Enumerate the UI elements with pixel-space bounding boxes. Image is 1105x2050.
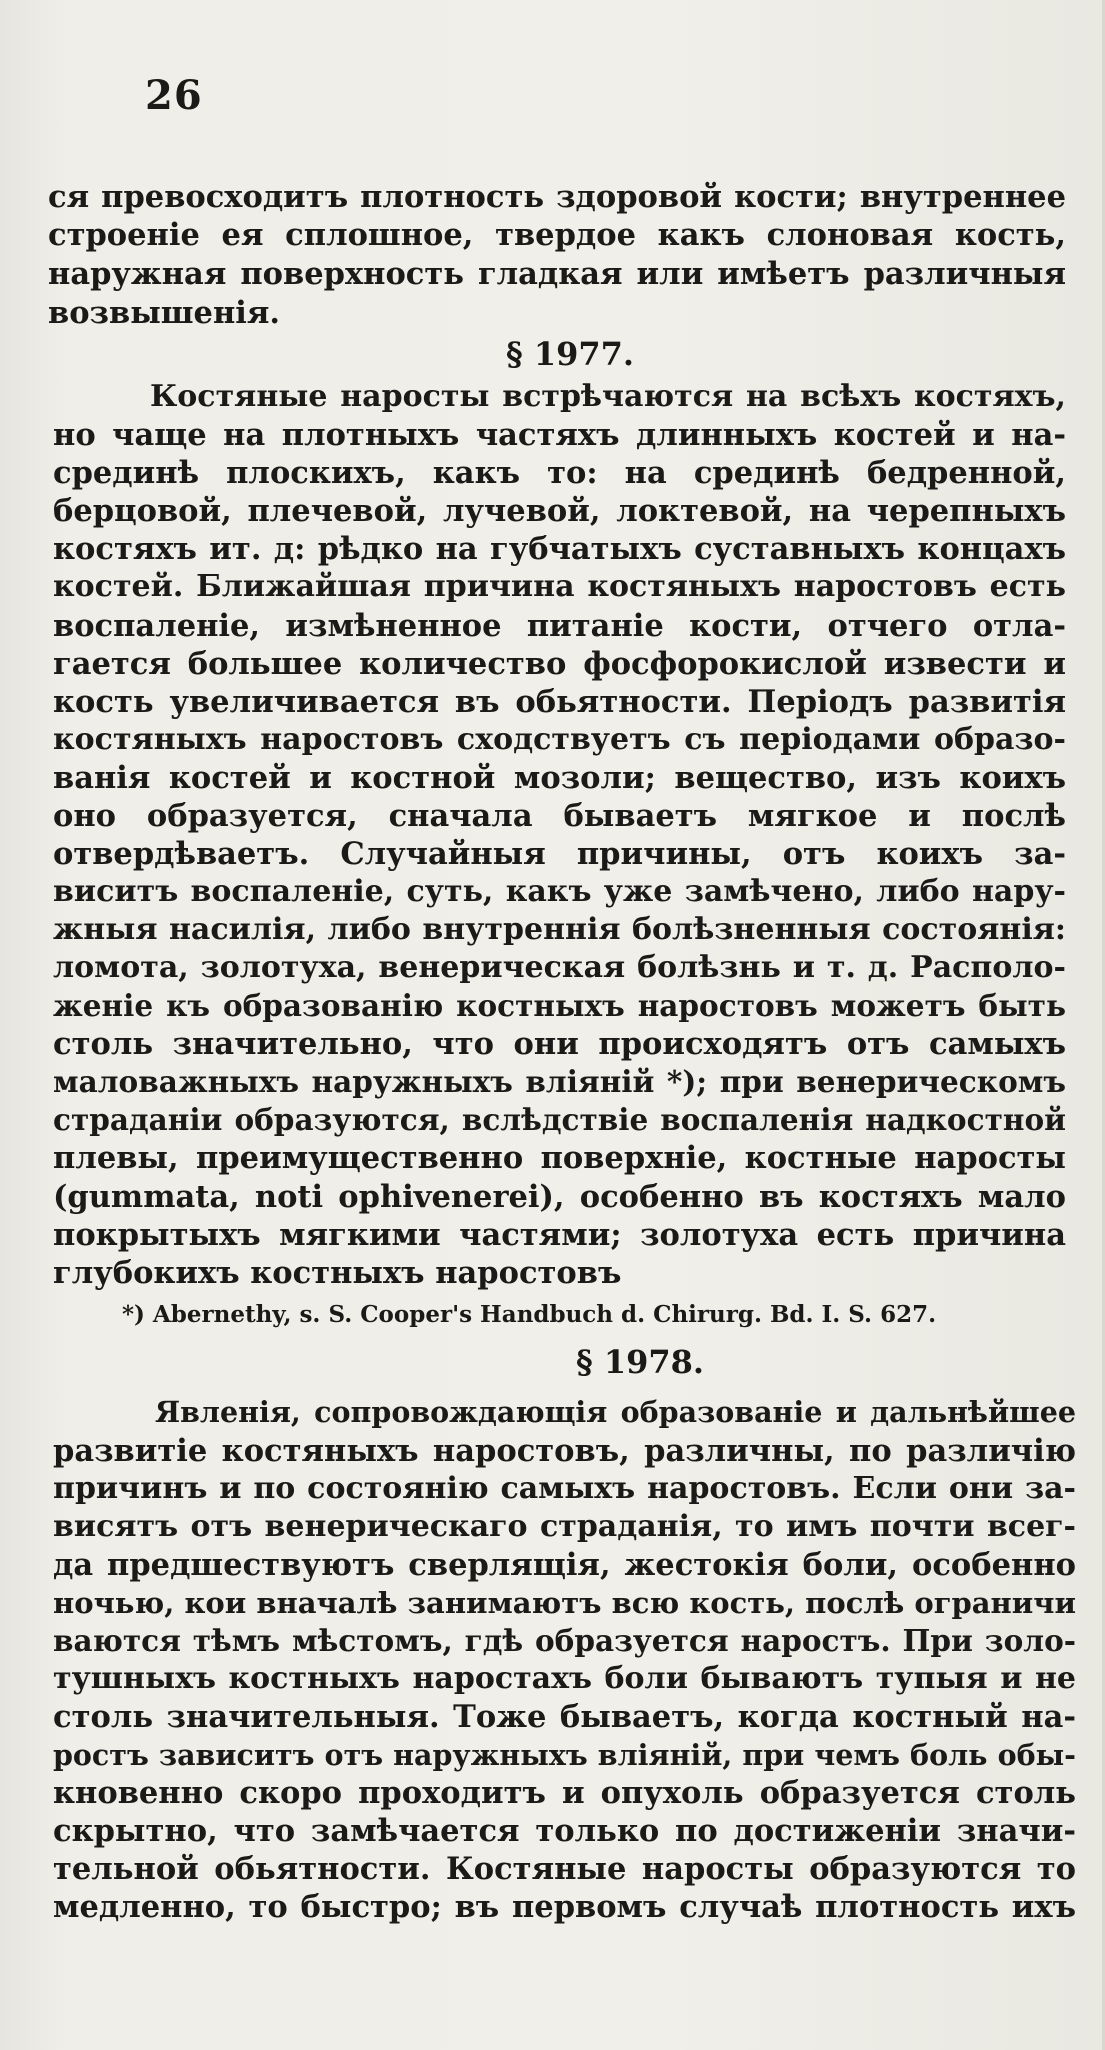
text-line: отвердѣваетъ. Случайныя причины, отъ коихъ за- (53, 836, 1066, 872)
section-heading-1978: § 1978. (575, 1343, 705, 1381)
text-line: костяхъ ит. д: рѣдко на губчатыхъ суставныхъ концахъ (53, 531, 1066, 567)
text-line: столь значительно, что они происходятъ отъ самыхъ (53, 1026, 1066, 1062)
text-line: плевы, преимущественно поверхніе, костные наросты (53, 1140, 1066, 1176)
text-line: женіе къ образованію костныхъ наростовъ можетъ быть (53, 988, 1066, 1023)
footnote: *) Abernethy, s. S. Cooper's Handbuch d. Chirurg. Bd. I. S. 627. (122, 1301, 937, 1328)
text-line: берцовой, плечевой, лучевой, локтевой, на черепныхъ (53, 493, 1066, 529)
text-line: скрытно, что замѣчается только по достиженіи значи- (53, 1813, 1076, 1849)
text-line: ростъ зависитъ отъ наружныхъ вліяній, при чемъ боль обы- (53, 1738, 1076, 1772)
text-line: ломота, золотуха, венерическая болѣзнь и т. д. Располо- (53, 950, 1066, 985)
text-line: медленно, то быстро; въ первомъ случаѣ плотность ихъ (53, 1889, 1076, 1925)
page-number: 26 (145, 72, 203, 119)
text-line: страданіи образуются, вслѣдствіе воспаленія надкостной (53, 1102, 1066, 1137)
text-line: ся превосходитъ плотность здоровой кости; внутреннее (48, 179, 1066, 215)
text-line: кновенно скоро проходитъ и опухоль образуется столь (53, 1775, 1076, 1811)
text-line: висятъ отъ венерическаго страданія, то имъ почти всег- (53, 1509, 1076, 1544)
text-line: ваются тѣмъ мѣстомъ, гдѣ образуется наростъ. При золо- (53, 1623, 1076, 1658)
text-line: Костяные наросты встрѣчаются на всѣхъ костяхъ, (150, 379, 1066, 414)
text-line: глубокихъ костныхъ наростовъ (53, 1255, 622, 1291)
text-line: наружная поверхность гладкая или имѣетъ различныя (48, 256, 1066, 292)
text-line: да предшествуютъ сверлящія, жестокія боли, особенно (53, 1547, 1076, 1583)
text-line: покрытыхъ мягкими частями; золотуха есть причина (53, 1217, 1066, 1253)
text-line: но чаще на плотныхъ частяхъ длинныхъ костей и на- (53, 417, 1066, 453)
text-line: ванія костей и костной мозоли; вещество, изъ коихъ (53, 760, 1066, 796)
text-line: оно образуется, сначала бываетъ мягкое и послѣ (53, 798, 1066, 834)
text-line: строеніе ея сплошное, твердое какъ слоновая кость, (48, 217, 1066, 253)
text-line: гается большее количество фосфорокислой извести и (53, 646, 1066, 682)
text-line: причинъ и по состоянію самыхъ наростовъ. Если они за- (53, 1471, 1076, 1506)
text-line: костяныхъ наростовъ сходствуетъ съ періодами образо- (53, 722, 1066, 757)
text-line: срединѣ плоскихъ, какъ то: на срединѣ бедренной, (53, 455, 1066, 491)
text-line: тельной обьятности. Костяные наросты образуются то (53, 1851, 1076, 1887)
section-heading-1977: § 1977. (505, 335, 635, 373)
text-line: тушныхъ костныхъ наростахъ боли бываютъ тупыя и не (53, 1661, 1076, 1696)
text-line: ночью, кои вначалѣ занимаютъ всю кость, послѣ ограничи (53, 1586, 1076, 1620)
text-line: виситъ воспаленіе, суть, какъ уже замѣчено, либо нару- (53, 874, 1066, 909)
text-line: развитіе костяныхъ наростовъ, различны, по различію (53, 1433, 1076, 1469)
text-line: жныя насилія, либо внутреннія болѣзненныя состоянія: (53, 912, 1066, 947)
text-line: воспаленіе, измѣненное питаніе кости, отчего отла- (53, 608, 1066, 644)
text-line: столь значительныя. Тоже бываетъ, когда костный на- (53, 1699, 1076, 1735)
text-line: (gummata, noti ophivenerei), особенно въ костяхъ мало (53, 1179, 1066, 1215)
text-line: маловажныхъ наружныхъ вліяній *); при венерическомъ (53, 1064, 1066, 1099)
text-line: костей. Ближайшая причина костяныхъ наростовъ есть (53, 569, 1066, 604)
text-line: кость увеличивается въ обьятности. Періодъ развитія (53, 684, 1066, 720)
text-line: Явленія, сопровождающія образованіе и дальнѣйшее (155, 1395, 1076, 1429)
text-line: возвышенія. (48, 295, 281, 331)
